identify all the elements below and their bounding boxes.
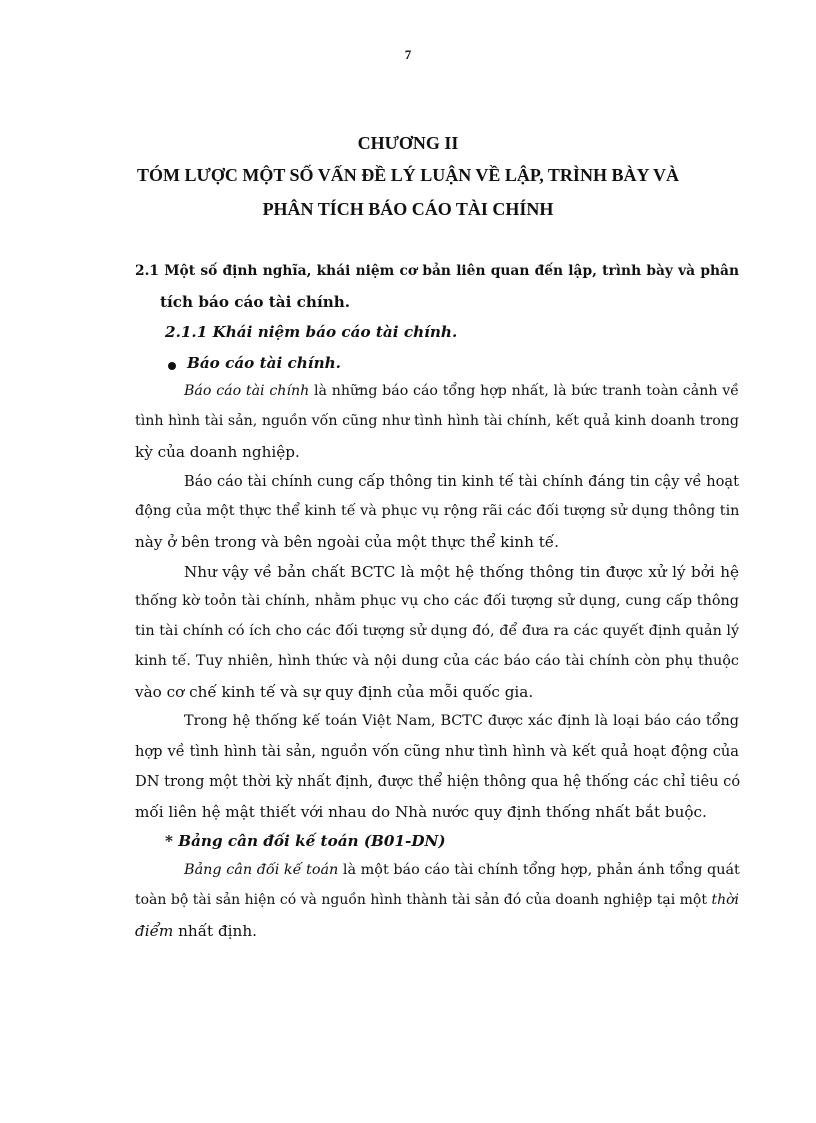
para4-line-1: Trong hệ thống kế toán Việt Nam, BCTC được xác định là loại báo cáo tổng — [184, 713, 739, 729]
chapter-title-line-2: PHÂN TÍCH BÁO CÁO TÀI CHÍNH — [262, 199, 554, 219]
para4-line-2: hợp về tình hình tài sản, nguồn vốn cũng như tình hình và kết quả hoạt động của — [135, 743, 739, 760]
para4-line-4: mối liên hệ mật thiết với nhau do Nhà nước quy định thống nhất bắt buộc. — [135, 803, 707, 821]
para5-line-2-text: toàn bộ tài sản hiện có và nguồn hình thành tài sản đó của doanh nghiệp tại một — [135, 892, 712, 908]
para5-line-1 — [184, 862, 739, 878]
para3-line-3: tin tài chính có ích cho các đối tượng sử dụng đó, để đưa ra các quyết định quản lý — [135, 623, 740, 639]
para5-line-2-italic: thời — [711, 892, 739, 908]
para3-line-1: Như vậy về bản chất BCTC là một hệ thống thông tin được xử lý bởi hệ — [184, 563, 739, 581]
para5-line-3 — [135, 922, 739, 940]
para3-line-5: vào cơ chế kinh tế và sự quy định của mỗi quốc gia. — [135, 683, 534, 701]
para1-line-1 — [184, 383, 739, 399]
para3-line-2: thống kờ toỏn tài chính, nhằm phục vụ cho các đối tượng sử dụng, cung cấp thông — [135, 593, 739, 609]
balance-sheet-heading: * Bảng cân đối kế toán (B01-DN) — [165, 832, 446, 850]
para5-term: Bảng cân đối kế toán — [184, 862, 339, 878]
para5-line-2 — [135, 892, 739, 908]
para1-line-1-text: là những báo cáo tổng hợp nhất, là bức tranh toàn cảnh về — [309, 383, 739, 399]
chapter-title-line-1: TÓM LƯỢC MỘT SỐ VẤN ĐỀ LÝ LUẬN VỀ LẬP, TRÌNH BÀY VÀ — [137, 165, 679, 185]
section-heading-line-2: tích báo cáo tài chính. — [160, 293, 351, 311]
bullet-heading: Báo cáo tài chính. — [187, 354, 341, 372]
para1-term: Báo cáo tài chính — [184, 383, 310, 399]
chapter-label: CHƯƠNG II — [357, 133, 459, 153]
para3-line-4: kinh tế. Tuy nhiên, hình thức và nội dung của các báo cáo tài chính còn phụ thuộc — [135, 653, 739, 669]
bullet-icon — [168, 362, 176, 370]
para2-line-2: động của một thực thể kinh tế và phục vụ rộng rãi các đối tượng sử dụng thông tin — [135, 503, 740, 519]
para5-line-1-text: là một báo cáo tài chính tổng hợp, phản ánh tổng quát — [338, 862, 740, 878]
page-number: 7 — [404, 47, 412, 62]
para2-line-3: này ở bên trong và bên ngoài của một thực thể kinh tế. — [135, 533, 559, 551]
subsection-heading: 2.1.1 Khái niệm báo cáo tài chính. — [165, 323, 458, 341]
para5-line-3-italic: điểm — [135, 922, 174, 940]
section-heading-line-1: 2.1 Một số định nghĩa, khái niệm cơ bản liên quan đến lập, trình bày và phân — [135, 263, 739, 279]
para4-line-3: DN trong một thời kỳ nhất định, được thể hiện thông qua hệ thống các chỉ tiêu có — [135, 773, 741, 790]
para1-line-2: tình hình tài sản, nguồn vốn cũng như tình hình tài chính, kết quả kinh doanh trong — [135, 413, 739, 429]
para2-line-1: Báo cáo tài chính cung cấp thông tin kinh tế tài chính đáng tin cậy về hoạt — [184, 473, 739, 490]
para5-line-3-text: nhất định. — [173, 922, 257, 940]
para1-line-3: kỳ của doanh nghiệp. — [135, 443, 300, 461]
